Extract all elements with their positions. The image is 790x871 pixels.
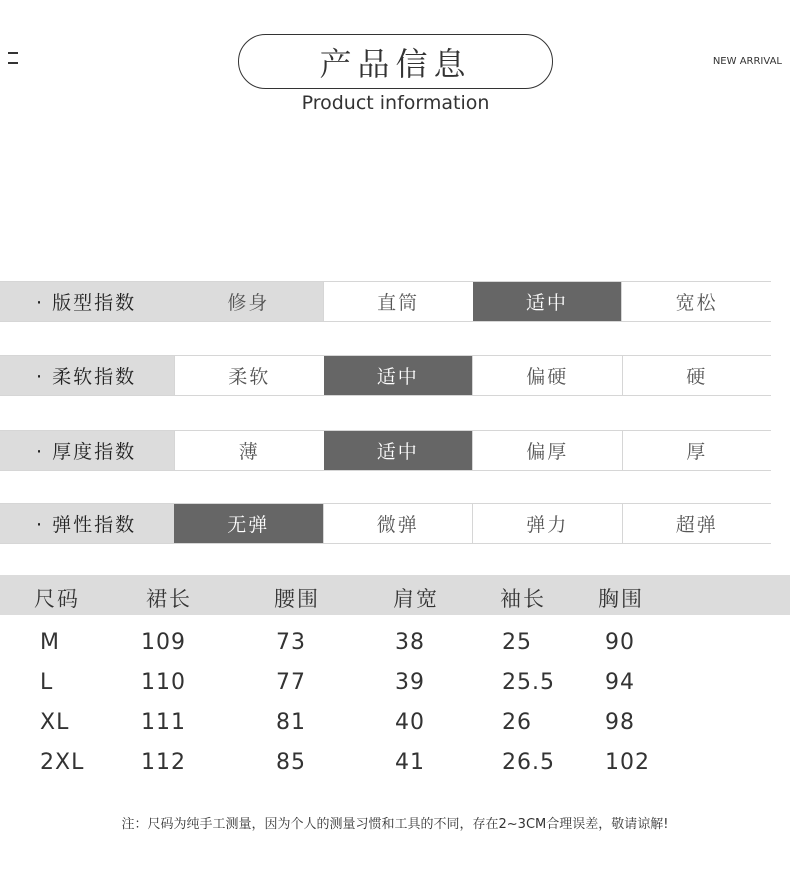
cell-chest: 90 [605, 630, 635, 655]
left-edge-mark [8, 52, 18, 66]
index-option: 超弹 [622, 504, 772, 543]
column-header-size: 尺码 [34, 587, 80, 611]
index-option-selected: 适中 [324, 431, 473, 470]
fit-index-row [0, 281, 771, 322]
cell-waist: 77 [276, 670, 306, 695]
cell-shoulder: 38 [395, 630, 425, 655]
column-header-length: 裙长 [146, 587, 192, 611]
cell-size: M [40, 630, 60, 655]
index-option: 修身 [174, 282, 323, 321]
cell-size: L [40, 670, 54, 695]
index-option: 厚 [622, 431, 772, 470]
cell-waist: 85 [276, 750, 306, 775]
new-arrival-badge: NEW ARRIVAL [712, 56, 782, 67]
size-table-header [0, 575, 790, 615]
cell-shoulder: 41 [395, 750, 425, 775]
index-option: 弹力 [472, 504, 622, 543]
cell-length: 109 [141, 630, 186, 655]
index-option: 柔软 [174, 356, 324, 395]
cell-shoulder: 40 [395, 710, 425, 735]
index-label: · 柔软指数 [0, 356, 174, 395]
cell-length: 110 [141, 670, 186, 695]
cell-chest: 98 [605, 710, 635, 735]
index-option-selected: 无弹 [174, 504, 323, 543]
cell-chest: 94 [605, 670, 635, 695]
index-option-selected: 适中 [324, 356, 473, 395]
column-header-chest: 胸围 [598, 587, 644, 611]
cell-sleeve: 26 [502, 710, 532, 735]
index-option: 硬 [622, 356, 772, 395]
index-option: 薄 [174, 431, 324, 470]
cell-waist: 73 [276, 630, 306, 655]
cell-size: 2XL [40, 750, 85, 775]
elasticity-index-row [0, 503, 771, 544]
column-header-waist: 腰围 [274, 587, 320, 611]
cell-waist: 81 [276, 710, 306, 735]
thickness-index-row [0, 430, 771, 471]
cell-size: XL [40, 710, 70, 735]
cell-sleeve: 25 [502, 630, 532, 655]
index-label: · 版型指数 [0, 282, 174, 321]
index-option: 偏厚 [472, 431, 622, 470]
cell-chest: 102 [605, 750, 650, 775]
index-option: 偏硬 [472, 356, 622, 395]
index-option: 微弹 [323, 504, 473, 543]
cell-sleeve: 26.5 [502, 750, 555, 775]
page-subtitle: Product information [301, 92, 490, 114]
cell-length: 111 [141, 710, 186, 735]
measurement-note: 注：尺码为纯手工测量，因为个人的测量习惯和工具的不同，存在2~3CM合理误差，敬请谅解! [121, 817, 669, 832]
cell-sleeve: 25.5 [502, 670, 555, 695]
index-label: · 弹性指数 [0, 504, 174, 543]
page-title: 产品信息 [238, 34, 553, 89]
index-option: 直筒 [323, 282, 473, 321]
cell-shoulder: 39 [395, 670, 425, 695]
index-option: 宽松 [621, 282, 771, 321]
softness-index-row [0, 355, 771, 396]
table-row [0, 750, 790, 790]
index-label: · 厚度指数 [0, 431, 174, 470]
table-row [0, 630, 790, 670]
table-row [0, 670, 790, 710]
table-row [0, 710, 790, 750]
column-header-shoulder: 肩宽 [393, 587, 439, 611]
index-option-selected: 适中 [473, 282, 622, 321]
cell-length: 112 [141, 750, 186, 775]
column-header-sleeve: 袖长 [500, 587, 546, 611]
